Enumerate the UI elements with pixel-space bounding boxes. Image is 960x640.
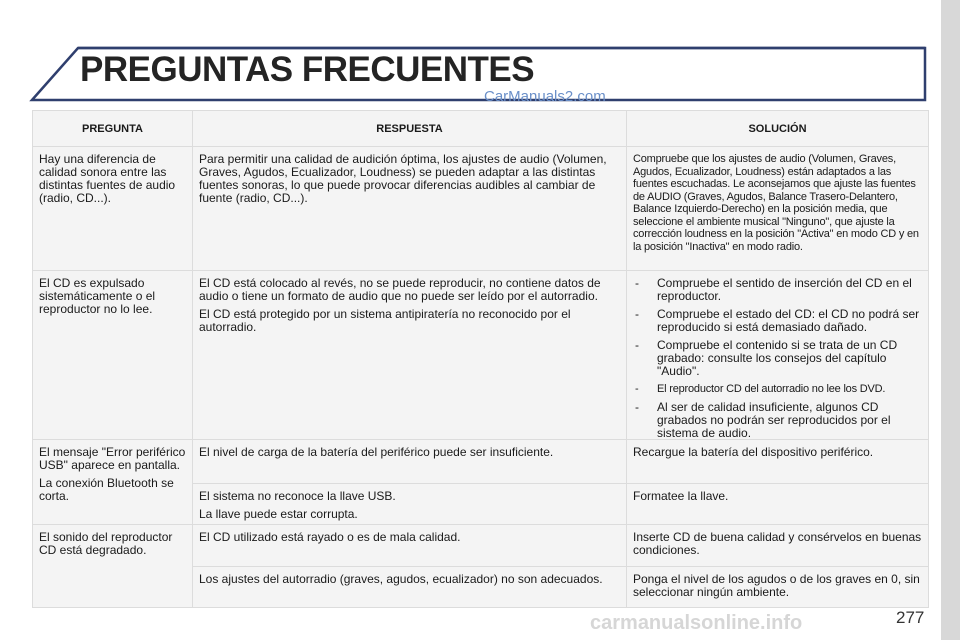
- list-item: - Compruebe el sentido de inserción del CD en el reproductor.: [633, 277, 922, 303]
- list-item: - Al ser de calidad insuficiente, algunos CD grabados no podrán ser reproducidos por el sistema de audio.: [633, 401, 922, 439]
- row3-answer-b-text-1: El sistema no reconoce la llave USB.: [199, 489, 396, 503]
- row1-question-text: Hay una diferencia de calidad sonora entre las distintas fuentes de audio (radio, CD...).: [39, 152, 176, 205]
- list-item: - Compruebe el contenido si se trata de un CD grabado: consulte los consejos del capítulo "Audio".: [633, 339, 922, 378]
- row3-answer-a-text: El nivel de carga de la batería del periférico puede ser insuficiente.: [199, 445, 554, 459]
- row1-answer-text: Para permitir una calidad de audición óptima, los ajustes de audio (Volumen, Graves, Agudos, Ecualizador, Loudness) se pueden adaptar a las distintas fuentes sonoras, lo que puede provocar diferencias audibles al cambiar de fuente (radio, CD...).: [199, 152, 607, 205]
- header-pregunta: PREGUNTA: [33, 111, 192, 146]
- row3-answer-b-text-2: La llave puede estar corrupta.: [199, 507, 358, 521]
- row3-answer-a: [193, 440, 626, 483]
- header-solucion: SOLUCIÓN: [627, 111, 928, 146]
- row3-question-text-1: El mensaje "Error periférico USB" aparece en pantalla.: [39, 445, 186, 472]
- row2-solution: [627, 271, 928, 439]
- watermark-top: CarManuals2.com: [484, 88, 606, 105]
- row4-solution-a-text: Inserte CD de buena calidad y consérvelos en buenas condiciones.: [633, 530, 922, 557]
- row3-solution-a: [627, 440, 928, 483]
- row1-question: [33, 147, 192, 270]
- row2-solution-list: [633, 277, 922, 439]
- row4-answer-b: [193, 567, 626, 607]
- list-item: - Compruebe el estado del CD: el CD no podrá ser reproducido si está demasiado dañado.: [633, 308, 922, 334]
- row4-question: [33, 525, 192, 607]
- row1-answer: [193, 147, 626, 270]
- row3-question-text-2: La conexión Bluetooth se corta.: [39, 476, 174, 503]
- row4-solution-a: [627, 525, 928, 566]
- row2-answer-text-1: El CD está colocado al revés, no se puede reproducir, no contiene datos de audio o tiene un formato de audio que no puede ser leído por el autorradio.: [199, 276, 601, 303]
- row1-solution-text: Compruebe que los ajustes de audio (Volumen, Graves, Agudos, Ecualizador, Loudness) están adaptados a las fuentes escuchadas. Le aconsejamos que ajuste las fuentes de AUDIO (Graves, Agudos, Balance Trasero-Delantero, Balance Izquierdo-Derecho) en la posición media, que seleccione el ambiente musical "Ninguno", que ajuste la corrección loudness en la posición "Activa" en modo CD y en la posición "Inactiva" en modo radio.: [633, 153, 919, 253]
- row2-answer: [193, 271, 626, 439]
- row1-solution: [627, 147, 928, 270]
- row3-solution-a-text: Recargue la batería del dispositivo periférico.: [633, 445, 874, 459]
- row4-answer-b-text: Los ajustes del autorradio (graves, agudos, ecualizador) no son adecuados.: [199, 572, 603, 586]
- row3-solution-b-text: Formatee la llave.: [633, 489, 729, 503]
- row4-answer-a-text: El CD utilizado está rayado o es de mala calidad.: [199, 530, 461, 544]
- row4-solution-b: [627, 567, 928, 607]
- faq-table: [32, 110, 929, 608]
- row4-solution-b-text: Ponga el nivel de los agudos o de los graves en 0, sin seleccionar ningún ambiente.: [633, 572, 920, 599]
- row3-solution-b: [627, 484, 928, 524]
- list-item: - El reproductor CD del autorradio no lee los DVD.: [633, 383, 922, 396]
- page-number: 277: [896, 608, 925, 627]
- row2-question-text: El CD es expulsado sistemáticamente o el reproductor no lo lee.: [39, 276, 156, 316]
- row3-question: [33, 440, 192, 524]
- page-title: PREGUNTAS FRECUENTES: [80, 50, 535, 89]
- watermark-bottom: carmanualsonline.info: [590, 612, 803, 634]
- row4-question-text: El sonido del reproductor CD está degradado.: [39, 530, 173, 557]
- row2-question: [33, 271, 192, 439]
- row3-answer-b: [193, 484, 626, 524]
- row2-answer-text-2: El CD está protegido por un sistema antipiratería no reconocido por el autorradio.: [199, 307, 571, 334]
- header-respuesta: RESPUESTA: [193, 111, 626, 146]
- row4-answer-a: [193, 525, 626, 566]
